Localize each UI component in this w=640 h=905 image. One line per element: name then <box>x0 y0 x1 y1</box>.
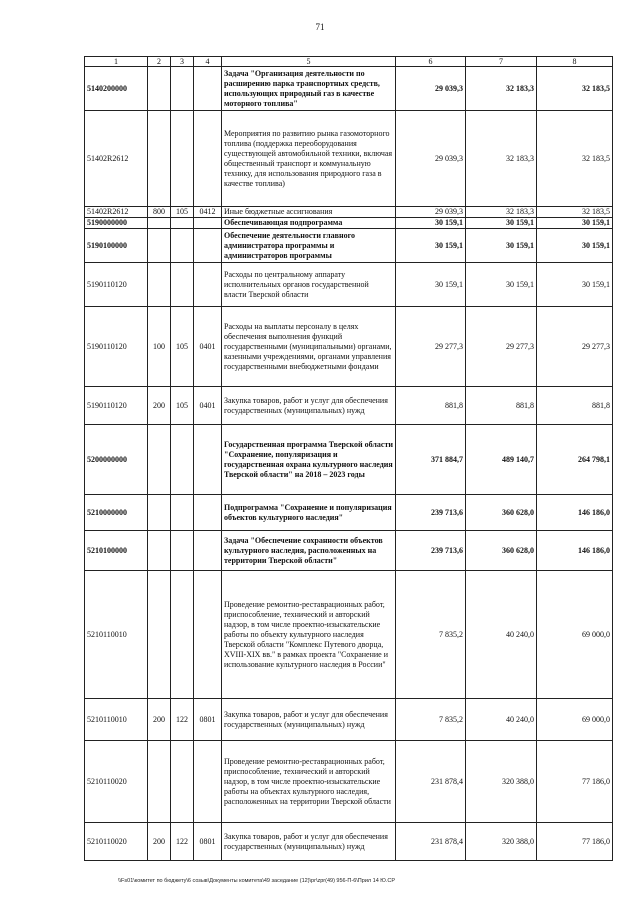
table-row <box>85 229 613 263</box>
header-col-1: 1 <box>85 57 148 67</box>
row-col4-cell: 0801 <box>194 699 222 741</box>
row-code-cell: 5190110120 <box>85 263 148 307</box>
budget-table <box>84 56 613 861</box>
row-code-cell: 5190100000 <box>85 229 148 263</box>
row-col2-cell <box>148 218 171 229</box>
row-value-col7-cell: 360 628,0 <box>466 531 537 571</box>
table-row <box>85 207 613 218</box>
row-code-cell: 5190000000 <box>85 218 148 229</box>
row-col2-cell <box>148 111 171 207</box>
table-row <box>85 741 613 823</box>
table-row <box>85 531 613 571</box>
row-col2-cell: 200 <box>148 699 171 741</box>
row-description-cell: Подпрограмма "Сохранение и популяризация объектов культурного наследия" <box>222 495 396 531</box>
row-col2-cell <box>148 531 171 571</box>
row-code-cell: 5190110120 <box>85 307 148 387</box>
row-col4-cell <box>194 229 222 263</box>
row-code-cell: 51402R2612 <box>85 207 148 218</box>
row-col3-cell <box>171 741 194 823</box>
row-col3-cell: 122 <box>171 699 194 741</box>
table-row <box>85 387 613 425</box>
row-value-col8-cell: 69 000,0 <box>537 699 613 741</box>
header-col-5: 5 <box>222 57 396 67</box>
row-description-cell: Задача "Обеспечение сохранности объектов культурного наследия, расположенных на территории Тверской области" <box>222 531 396 571</box>
row-description-cell: Обеспечивающая подпрограмма <box>222 218 396 229</box>
row-value-col6-cell: 30 159,1 <box>396 218 466 229</box>
row-col3-cell <box>171 425 194 495</box>
row-col3-cell <box>171 218 194 229</box>
row-value-col8-cell: 77 186,0 <box>537 741 613 823</box>
row-col3-cell: 105 <box>171 387 194 425</box>
row-description-cell: Обеспечение деятельности главного администратора программы и администраторов программы <box>222 229 396 263</box>
table-row <box>85 67 613 111</box>
row-description-cell: Закупка товаров, работ и услуг для обеспечения государственных (муниципальных) нужд <box>222 699 396 741</box>
row-value-col8-cell: 30 159,1 <box>537 263 613 307</box>
row-description-cell: Расходы по центральному аппарату исполнительных органов государственной власти Тверской области <box>222 263 396 307</box>
table-row <box>85 823 613 861</box>
row-value-col7-cell: 32 183,3 <box>466 67 537 111</box>
row-col2-cell <box>148 495 171 531</box>
row-value-col8-cell: 30 159,1 <box>537 229 613 263</box>
row-col2-cell <box>148 67 171 111</box>
row-col4-cell: 0412 <box>194 207 222 218</box>
table-row <box>85 263 613 307</box>
row-value-col7-cell: 30 159,1 <box>466 263 537 307</box>
row-col2-cell <box>148 263 171 307</box>
row-col3-cell <box>171 67 194 111</box>
row-description-cell: Государственная программа Тверской области "Сохранение, популяризация и государственная охрана культурного наследия Тверской области" на 2018 – 2023 годы <box>222 425 396 495</box>
row-col3-cell <box>171 495 194 531</box>
footer-file-path: \\Fs01\комитет по бюджету\6 созыв\Документы комитета\49 заседание (12)\pr\zpr(49) 956-П-6\Прил 14 Ю.СР <box>118 878 396 884</box>
table-row <box>85 425 613 495</box>
header-col-4: 4 <box>194 57 222 67</box>
row-value-col6-cell: 239 713,6 <box>396 495 466 531</box>
row-col4-cell <box>194 741 222 823</box>
row-code-cell: 5210110020 <box>85 741 148 823</box>
table-row <box>85 495 613 531</box>
table-row <box>85 571 613 699</box>
row-value-col7-cell: 40 240,0 <box>466 699 537 741</box>
row-value-col7-cell: 360 628,0 <box>466 495 537 531</box>
row-col2-cell <box>148 425 171 495</box>
row-col4-cell <box>194 263 222 307</box>
row-code-cell: 5210000000 <box>85 495 148 531</box>
row-value-col6-cell: 371 884,7 <box>396 425 466 495</box>
row-description-cell: Мероприятия по развитию рынка газомоторного топлива (поддержка переоборудования существующей автомобильной техники, включая общественный транспорт и коммунальную технику, для использования природного газа в качестве топлива) <box>222 111 396 207</box>
table-row <box>85 218 613 229</box>
row-code-cell: 5190110120 <box>85 387 148 425</box>
row-value-col7-cell: 489 140,7 <box>466 425 537 495</box>
row-value-col8-cell: 881,8 <box>537 387 613 425</box>
row-value-col8-cell: 32 183,5 <box>537 67 613 111</box>
row-value-col7-cell: 29 277,3 <box>466 307 537 387</box>
row-code-cell: 51402R2612 <box>85 111 148 207</box>
row-value-col6-cell: 7 835,2 <box>396 571 466 699</box>
row-value-col7-cell: 40 240,0 <box>466 571 537 699</box>
row-value-col6-cell: 231 878,4 <box>396 823 466 861</box>
row-value-col6-cell: 29 277,3 <box>396 307 466 387</box>
row-value-col7-cell: 881,8 <box>466 387 537 425</box>
row-description-cell: Проведение ремонтно-реставрационных работ, приспособление, технический и авторский надзор, в том числе проектно-изыскательские работы по объекту культурного наследия Тверской области "Комплекс Путевого дворца, XVIII-XIX вв." в рамках проекта "Сохранение и использование культурного наследия в России" <box>222 571 396 699</box>
row-code-cell: 5210110020 <box>85 823 148 861</box>
row-col3-cell <box>171 571 194 699</box>
row-col4-cell <box>194 531 222 571</box>
row-value-col6-cell: 881,8 <box>396 387 466 425</box>
row-col3-cell <box>171 229 194 263</box>
row-col4-cell: 0801 <box>194 823 222 861</box>
table-row <box>85 307 613 387</box>
row-value-col8-cell: 29 277,3 <box>537 307 613 387</box>
row-description-cell: Закупка товаров, работ и услуг для обеспечения государственных (муниципальных) нужд <box>222 387 396 425</box>
header-col-2: 2 <box>148 57 171 67</box>
table-row <box>85 699 613 741</box>
row-col4-cell <box>194 425 222 495</box>
row-col4-cell: 0401 <box>194 307 222 387</box>
row-value-col8-cell: 32 183,5 <box>537 207 613 218</box>
table-row <box>85 111 613 207</box>
row-code-cell: 5200000000 <box>85 425 148 495</box>
row-description-cell: Расходы на выплаты персоналу в целях обеспечения выполнения функций государственными (муниципальными) органами, казенными учреждениями, органами управления государственными внебюджетными фондами <box>222 307 396 387</box>
row-value-col6-cell: 7 835,2 <box>396 699 466 741</box>
header-col-3: 3 <box>171 57 194 67</box>
row-value-col6-cell: 29 039,3 <box>396 111 466 207</box>
row-col2-cell: 800 <box>148 207 171 218</box>
row-col2-cell <box>148 741 171 823</box>
row-value-col8-cell: 264 798,1 <box>537 425 613 495</box>
row-value-col7-cell: 320 388,0 <box>466 823 537 861</box>
row-col3-cell <box>171 263 194 307</box>
row-col4-cell <box>194 495 222 531</box>
row-value-col6-cell: 239 713,6 <box>396 531 466 571</box>
row-value-col7-cell: 320 388,0 <box>466 741 537 823</box>
row-value-col7-cell: 30 159,1 <box>466 218 537 229</box>
row-value-col6-cell: 231 878,4 <box>396 741 466 823</box>
row-code-cell: 5210110010 <box>85 699 148 741</box>
row-value-col6-cell: 29 039,3 <box>396 207 466 218</box>
row-code-cell: 5210110010 <box>85 571 148 699</box>
row-col4-cell: 0401 <box>194 387 222 425</box>
page-number: 71 <box>315 22 325 32</box>
row-value-col8-cell: 30 159,1 <box>537 218 613 229</box>
row-col3-cell: 105 <box>171 307 194 387</box>
row-description-cell: Задача "Организация деятельности по расширению парка транспортных средств, использующих природный газ в качестве моторного топлива" <box>222 67 396 111</box>
row-value-col8-cell: 32 183,5 <box>537 111 613 207</box>
row-col2-cell <box>148 229 171 263</box>
row-col4-cell <box>194 571 222 699</box>
row-description-cell: Проведение ремонтно-реставрационных работ, приспособление, технический и авторский надзор, в том числе проектно-изыскательские работы на объектах культурного наследия, расположенных на территории Тверской области <box>222 741 396 823</box>
row-col3-cell: 105 <box>171 207 194 218</box>
row-col4-cell <box>194 218 222 229</box>
row-code-cell: 5210100000 <box>85 531 148 571</box>
row-value-col8-cell: 146 186,0 <box>537 531 613 571</box>
row-description-cell: Закупка товаров, работ и услуг для обеспечения государственных (муниципальных) нужд <box>222 823 396 861</box>
row-description-cell: Иные бюджетные ассигнования <box>222 207 396 218</box>
row-col3-cell <box>171 111 194 207</box>
row-value-col7-cell: 30 159,1 <box>466 229 537 263</box>
row-col3-cell: 122 <box>171 823 194 861</box>
row-value-col6-cell: 30 159,1 <box>396 229 466 263</box>
row-value-col8-cell: 77 186,0 <box>537 823 613 861</box>
header-col-8: 8 <box>537 57 613 67</box>
row-value-col7-cell: 32 183,3 <box>466 111 537 207</box>
row-col2-cell <box>148 571 171 699</box>
row-value-col8-cell: 146 186,0 <box>537 495 613 531</box>
row-value-col7-cell: 32 183,3 <box>466 207 537 218</box>
row-value-col8-cell: 69 000,0 <box>537 571 613 699</box>
row-col3-cell <box>171 531 194 571</box>
row-col4-cell <box>194 67 222 111</box>
header-row <box>85 57 613 67</box>
header-col-7: 7 <box>466 57 537 67</box>
row-col4-cell <box>194 111 222 207</box>
header-col-6: 6 <box>396 57 466 67</box>
row-code-cell: 5140200000 <box>85 67 148 111</box>
row-col2-cell: 200 <box>148 387 171 425</box>
row-value-col6-cell: 29 039,3 <box>396 67 466 111</box>
row-col2-cell: 100 <box>148 307 171 387</box>
row-value-col6-cell: 30 159,1 <box>396 263 466 307</box>
row-col2-cell: 200 <box>148 823 171 861</box>
